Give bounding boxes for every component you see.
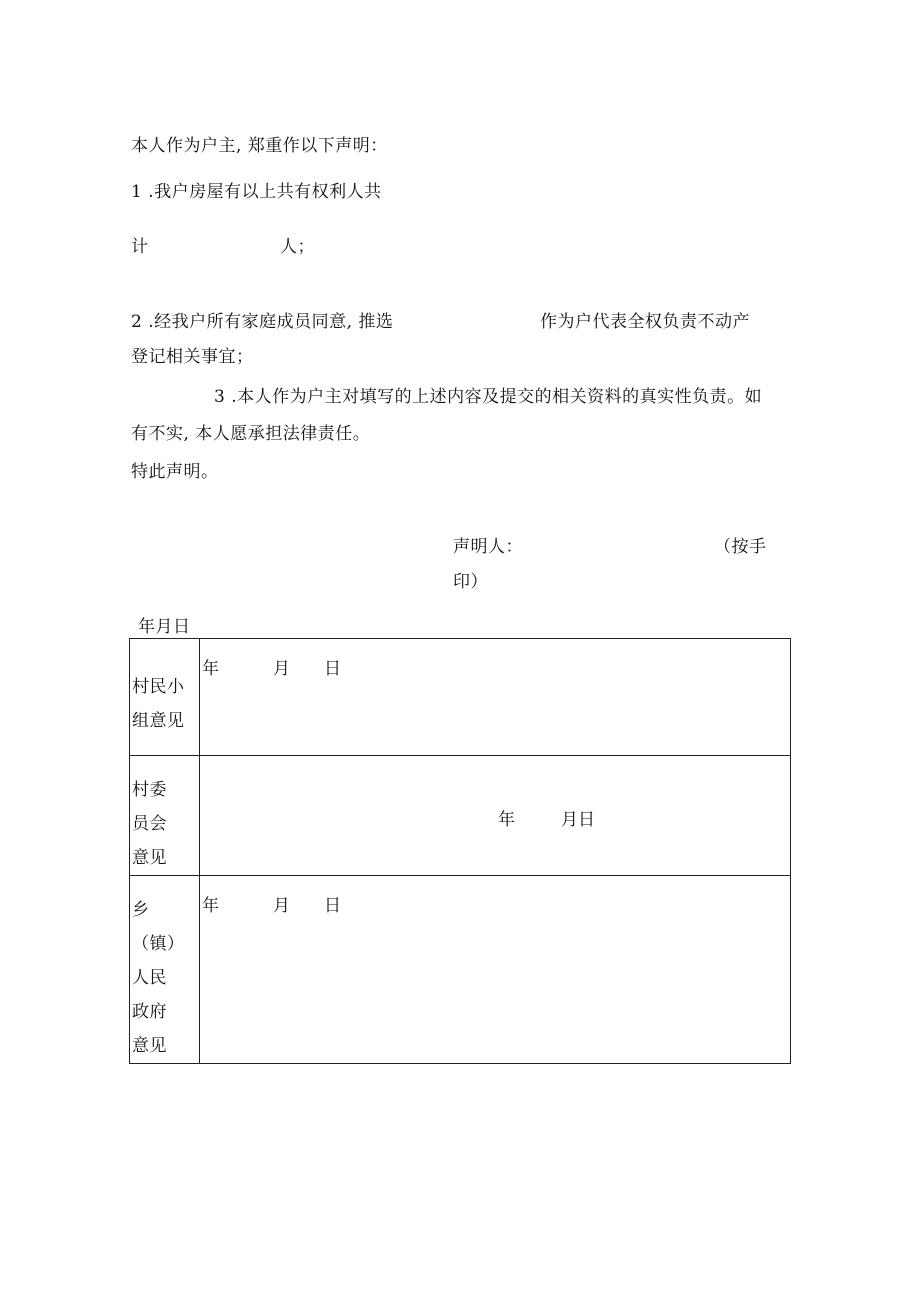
date-year: 年: [498, 810, 515, 830]
item-1-line-2-start: 计: [131, 237, 149, 257]
closing-statement: 特此声明。: [131, 462, 219, 482]
item-2-line-2: 登记相关事宜；: [131, 347, 254, 367]
fingerprint-note-start: （按手: [714, 537, 767, 557]
township-government-opinion-cell: [200, 876, 791, 1064]
village-group-opinion-cell: [200, 639, 791, 756]
village-group-label-cell: [130, 639, 200, 756]
row-label-line: 意见: [132, 1036, 167, 1056]
table-row: [130, 756, 791, 876]
village-committee-opinion-cell: [200, 756, 791, 876]
date-year: 年: [202, 659, 219, 679]
row-label-line: 村民小: [132, 677, 185, 697]
fingerprint-note-end: 印）: [453, 572, 488, 592]
item-3-line-2: 有不实, 本人愿承担法律责任。: [131, 424, 371, 444]
opinion-table: [129, 638, 791, 1064]
item-1-line-1: 1 .我户房屋有以上共有权利人共: [131, 182, 382, 202]
declarant-label: 声明人：: [453, 537, 523, 557]
table-row: [130, 876, 791, 1064]
item-2-line-1-start: 2 .经我户所有家庭成员同意, 推选: [131, 312, 394, 332]
date-day: 日: [324, 896, 341, 916]
table-row: [130, 639, 791, 756]
date-month-day: 月日: [561, 810, 595, 830]
date-month: 月: [273, 659, 290, 679]
row-label-line: 政府: [132, 1002, 167, 1022]
row-label-line: 意见: [132, 848, 167, 868]
row-label-line: 组意见: [132, 711, 185, 731]
row-label-line: 人民: [132, 968, 167, 988]
township-government-label-cell: [130, 876, 200, 1064]
item-2-line-1-end: 作为户代表全权负责不动产: [540, 312, 750, 332]
date-line: 年月日: [138, 617, 191, 637]
row-label-line: 村委: [132, 780, 167, 800]
row-label-line: （镇）: [132, 934, 185, 954]
item-3-line-1: 3 .本人作为户主对填写的上述内容及提交的相关资料的真实性负责。如: [214, 387, 763, 407]
date-month: 月: [273, 896, 290, 916]
date-year: 年: [202, 896, 219, 916]
declaration-intro: 本人作为户主, 郑重作以下声明：: [131, 136, 388, 156]
item-1-line-2-end: 人；: [280, 237, 315, 257]
row-label-line: 乡: [132, 900, 150, 920]
date-day: 日: [324, 659, 341, 679]
row-label-line: 员会: [132, 814, 167, 834]
village-committee-label-cell: [130, 756, 200, 876]
